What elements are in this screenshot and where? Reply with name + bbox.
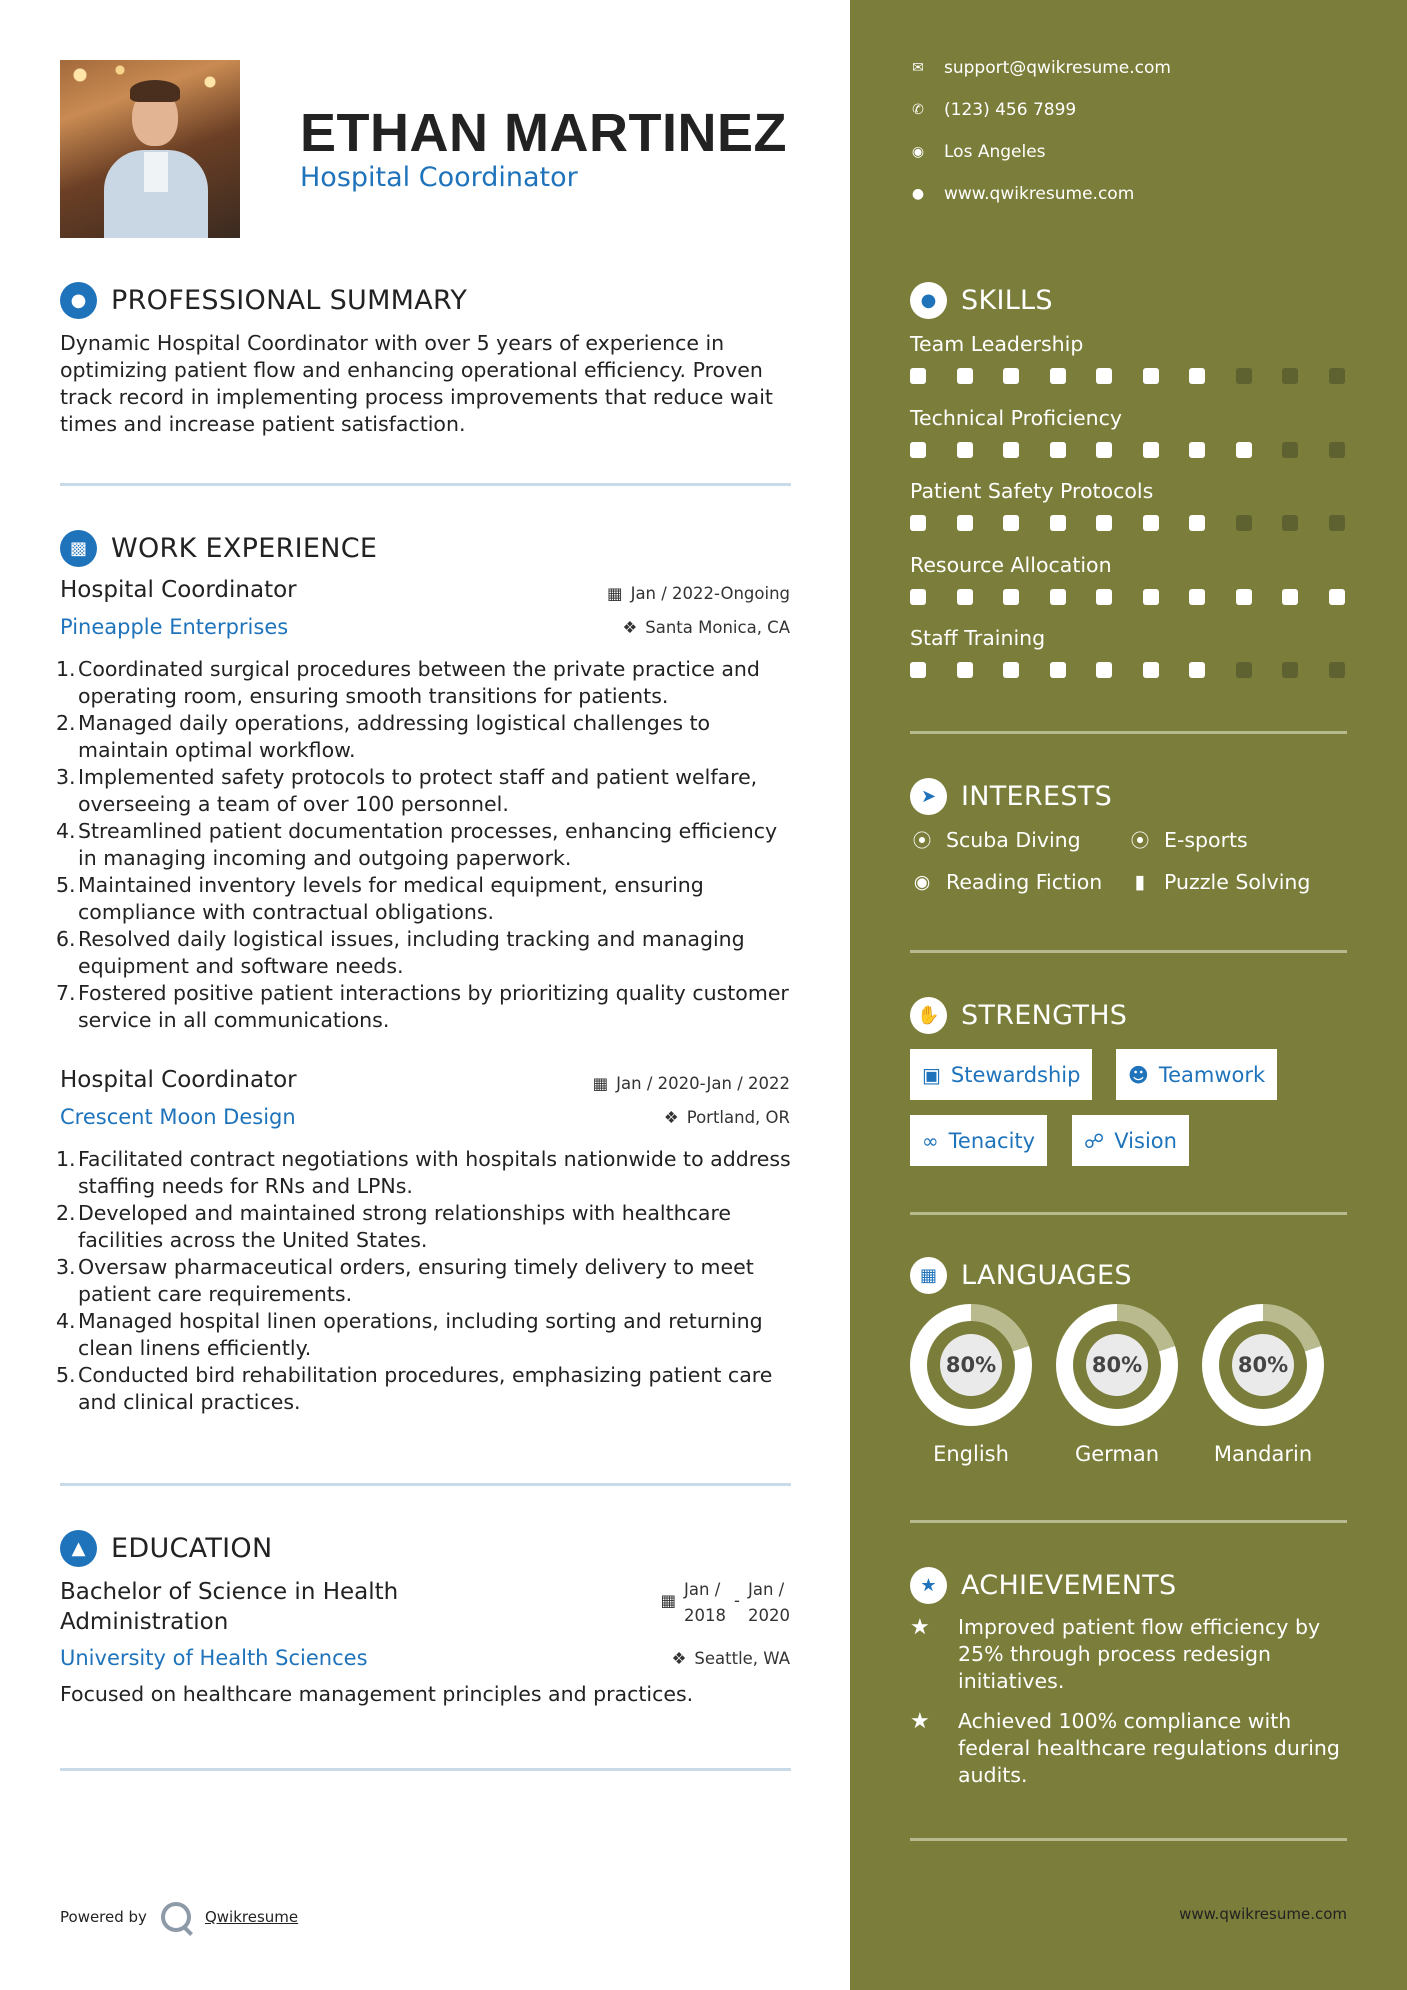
globe-icon: ● [911, 186, 925, 202]
calendar-icon: ▦ [592, 1074, 609, 1093]
language-item [1202, 1304, 1324, 1466]
contact-location: ◉ Los Angeles [911, 142, 1046, 162]
skill-dot-filled [957, 515, 973, 531]
users-icon: ☻ [1128, 1062, 1149, 1087]
skill-dot-filled [1096, 515, 1112, 531]
skill-dot-filled [1236, 442, 1252, 458]
list-item: 5. Maintained inventory levels for medical equipment, ensuring compliance with contractual obligations. [56, 873, 704, 924]
lightbulb-icon: ● [910, 282, 947, 319]
list-item: 3. Implemented safety protocols to protect staff and patient welfare, overseeing a team of over 100 personnel. [56, 765, 758, 816]
section-divider [910, 1838, 1347, 1841]
skill-dot-filled [1143, 515, 1159, 531]
envelope-icon: ✉ [912, 60, 924, 76]
language-ring [910, 1304, 1032, 1426]
skill-dot-empty [1329, 515, 1345, 531]
qwikresume-logo-icon [161, 1902, 191, 1932]
job-duties [56, 1146, 791, 1416]
job-location: ❖ Santa Monica, CA [622, 618, 790, 637]
skill-dot-filled [1189, 442, 1205, 458]
pin-icon: ❖ [622, 618, 638, 637]
list-item: 1. Coordinated surgical procedures between the private practice and operating room, ensuring smooth transitions for patients. [56, 657, 760, 708]
skill-dot-empty [1329, 662, 1345, 678]
education-description: Focused on healthcare management principles and practices. [60, 1682, 694, 1706]
list-item: 4. Managed hospital linen operations, including sorting and returning clean linens efficiently. [56, 1309, 763, 1360]
achievements-title: ACHIEVEMENTS [961, 1570, 1177, 1601]
link-icon: ∞ [922, 1128, 939, 1153]
skill-dot-filled [1236, 589, 1252, 605]
interest-item: ▮ Puzzle Solving [1128, 870, 1310, 894]
section-divider [60, 483, 791, 486]
location-pin-icon: ◉ [911, 144, 925, 160]
paper-plane-icon: ➤ [910, 778, 947, 815]
star-badge-icon: ★ [910, 1567, 947, 1604]
skill-dot-filled [1096, 442, 1112, 458]
phone-icon: ✆ [912, 102, 924, 118]
section-divider [60, 1483, 791, 1486]
list-item: 2. Developed and maintained strong relationships with healthcare facilities across the United States. [56, 1201, 732, 1252]
languages-title: LANGUAGES [961, 1260, 1132, 1291]
skill-dot-filled [910, 515, 926, 531]
skill-dot-filled [1143, 589, 1159, 605]
language-name: English [933, 1442, 1009, 1466]
list-item: 4. Streamlined patient documentation processes, enhancing efficiency in managing incoming and outgoing paperwork. [56, 819, 778, 870]
fist-icon: ✋ [910, 997, 947, 1034]
summary-text: Dynamic Hospital Coordinator with over 5 years of experience in optimizing patient flow and enhancing operational efficiency. Proven track record in implementing process improvements that reduce wait times and increase patient satisfaction. [60, 331, 773, 436]
language-name: Mandarin [1213, 1442, 1313, 1466]
skill-dot-filled [1189, 662, 1205, 678]
job-company: Crescent Moon Design [60, 1105, 296, 1129]
life-ring-icon: ⦿ [912, 830, 932, 852]
skill-dot-filled [910, 368, 926, 384]
user-icon: ● [60, 282, 97, 319]
skill-dot-empty [1329, 442, 1345, 458]
skill-dot-filled [1282, 589, 1298, 605]
calendar-icon: ▦ [660, 1591, 677, 1610]
skills-title: SKILLS [961, 285, 1053, 316]
education-heading [60, 1530, 272, 1567]
skill-dot-filled [1189, 515, 1205, 531]
job-date: ▦ Jan / 2022-Ongoing [606, 584, 790, 603]
skill-dot-filled [1003, 442, 1019, 458]
skill-dot-filled [1050, 515, 1066, 531]
skill-level-dots [910, 662, 1345, 678]
profile-photo [60, 60, 240, 238]
skill-dot-empty [1329, 368, 1345, 384]
skill-dot-filled [1096, 368, 1112, 384]
skill-name: Technical Proficiency [910, 405, 1123, 430]
skill-dot-filled [1096, 589, 1112, 605]
section-divider [910, 1212, 1347, 1215]
language-ring [1056, 1304, 1178, 1426]
footer-url[interactable]: www.qwikresume.com [1179, 1905, 1347, 1923]
skill-name: Resource Allocation [910, 552, 1112, 577]
contact-website[interactable]: ● www.qwikresume.com [911, 184, 1135, 204]
briefcase-icon: ▣ [922, 1062, 941, 1087]
interest-item: ⦿ E-sports [1128, 826, 1248, 853]
language-percent: 80% [1232, 1334, 1294, 1396]
section-divider [60, 1768, 791, 1771]
language-item [910, 1304, 1032, 1466]
shooting-star-icon: ★ [910, 1709, 930, 1734]
contact-phone[interactable]: ✆ (123) 456 7899 [910, 100, 1076, 120]
skill-dot-filled [1050, 662, 1066, 678]
list-item: 6. Resolved daily logistical issues, including tracking and managing equipment and software needs. [56, 927, 745, 978]
skill-level-dots [910, 442, 1345, 458]
interest-item: ◉ Reading Fiction [910, 870, 1102, 894]
gamepad-icon: ◉ [913, 871, 931, 893]
strength-chip: ▣ Stewardship [910, 1049, 1092, 1100]
skill-dot-empty [1236, 515, 1252, 531]
strength-chip: ☍ Vision [1072, 1115, 1189, 1166]
skill-dot-filled [1050, 368, 1066, 384]
strength-chip: ∞ Tenacity [910, 1115, 1047, 1166]
education-location: ❖ Seattle, WA [671, 1649, 790, 1668]
job-title: Hospital Coordinator [60, 1067, 297, 1093]
list-item: 1. Facilitated contract negotiations with hospitals nationwide to address staffing needs for RNs and LPNs. [56, 1147, 791, 1198]
skill-dot-filled [1096, 662, 1112, 678]
education-date: ▦ Jan / 2018 - Jan / 2020 [660, 1580, 790, 1625]
skill-level-dots [910, 589, 1345, 605]
binoculars-icon: ☍ [1084, 1128, 1105, 1153]
life-ring-icon: ⦿ [1130, 830, 1150, 852]
skill-dot-filled [1003, 515, 1019, 531]
language-percent: 80% [1086, 1334, 1148, 1396]
skill-dot-empty [1236, 368, 1252, 384]
skills-heading [910, 282, 1053, 319]
strengths-title: STRENGTHS [961, 1000, 1128, 1031]
graduation-icon: ▲ [60, 1530, 97, 1567]
calendar-icon: ▦ [606, 584, 623, 603]
powered-by [60, 1902, 298, 1932]
list-item: 3. Oversaw pharmaceutical orders, ensuring timely delivery to meet patient care requirements. [56, 1255, 754, 1306]
job-duties [56, 656, 791, 1034]
skill-dot-filled [1003, 662, 1019, 678]
list-item: 2. Managed daily operations, addressing logistical challenges to maintain optimal workflow. [56, 711, 711, 762]
skill-dot-empty [1282, 515, 1298, 531]
skill-dot-filled [1143, 662, 1159, 678]
skill-level-dots [910, 368, 1345, 384]
work-heading [60, 530, 377, 567]
language-name: German [1074, 1442, 1160, 1466]
degree-title: Bachelor of Science in Health Administration [60, 1579, 399, 1635]
shooting-star-icon: ★ [910, 1615, 930, 1640]
skill-dot-filled [1050, 442, 1066, 458]
achievements-heading [910, 1567, 1177, 1604]
strengths-heading [910, 997, 1127, 1034]
achievement-item: ★ Improved patient flow efficiency by 25% through process redesign initiatives. [910, 1615, 1321, 1693]
interest-item: ⦿ Scuba Diving [910, 826, 1081, 853]
section-divider [910, 1520, 1347, 1523]
skill-dot-filled [1189, 589, 1205, 605]
language-percent: 80% [940, 1334, 1002, 1396]
contact-email[interactable]: ✉ support@qwikresume.com [910, 58, 1171, 78]
interests-heading [910, 778, 1112, 815]
skill-dot-empty [1236, 662, 1252, 678]
skill-dot-filled [957, 589, 973, 605]
job-company: Pineapple Enterprises [60, 615, 289, 639]
skill-dot-filled [910, 589, 926, 605]
candidate-role: Hospital Coordinator [300, 162, 578, 193]
language-item [1056, 1304, 1178, 1466]
translate-icon: ▦ [910, 1257, 947, 1294]
skill-name: Patient Safety Protocols [910, 479, 1154, 503]
job-date: ▦ Jan / 2020-Jan / 2022 [592, 1074, 790, 1093]
book-icon: ▮ [1134, 871, 1146, 893]
powered-by-label: Powered by [60, 1908, 147, 1926]
pin-icon: ❖ [671, 1649, 687, 1668]
education-title: EDUCATION [111, 1533, 273, 1564]
candidate-name: ETHAN MARTINEZ [300, 103, 787, 163]
language-ring [1202, 1304, 1324, 1426]
work-title: WORK EXPERIENCE [111, 533, 378, 564]
section-divider [910, 950, 1347, 953]
skill-dot-empty [1282, 662, 1298, 678]
skill-dot-filled [1003, 589, 1019, 605]
skill-level-dots [910, 515, 1345, 531]
chair-icon: ▩ [60, 530, 97, 567]
school-name: University of Health Sciences [60, 1646, 368, 1670]
skill-dot-filled [1189, 368, 1205, 384]
skill-dot-filled [957, 442, 973, 458]
skill-dot-filled [1003, 368, 1019, 384]
skill-dot-filled [910, 442, 926, 458]
skill-dot-filled [957, 662, 973, 678]
skill-dot-filled [1143, 442, 1159, 458]
skill-dot-filled [910, 662, 926, 678]
skill-dot-filled [1050, 589, 1066, 605]
interests-title: INTERESTS [961, 781, 1113, 812]
summary-heading [60, 282, 467, 319]
skill-name: Staff Training [910, 626, 1046, 650]
languages-heading [910, 1257, 1132, 1294]
section-divider [910, 731, 1347, 734]
achievement-item: ★ Achieved 100% compliance with federal healthcare regulations during audits. [910, 1709, 1340, 1787]
skill-dot-filled [1143, 368, 1159, 384]
skill-dot-empty [1282, 442, 1298, 458]
summary-title: PROFESSIONAL SUMMARY [111, 285, 468, 316]
pin-icon: ❖ [663, 1108, 679, 1127]
skill-dot-empty [1282, 368, 1298, 384]
strength-chip: ☻ Teamwork [1116, 1049, 1277, 1100]
job-title: Hospital Coordinator [60, 577, 297, 603]
list-item: 5. Conducted bird rehabilitation procedures, emphasizing patient care and clinical practices. [56, 1363, 773, 1414]
skill-dot-filled [957, 368, 973, 384]
list-item: 7. Fostered positive patient interactions by prioritizing quality customer service in all communications. [56, 981, 789, 1032]
brand-link[interactable]: Qwikresume [204, 1908, 299, 1926]
skill-dot-filled [1329, 589, 1345, 605]
skill-name: Team Leadership [910, 332, 1084, 356]
job-location: ❖ Portland, OR [663, 1108, 790, 1127]
